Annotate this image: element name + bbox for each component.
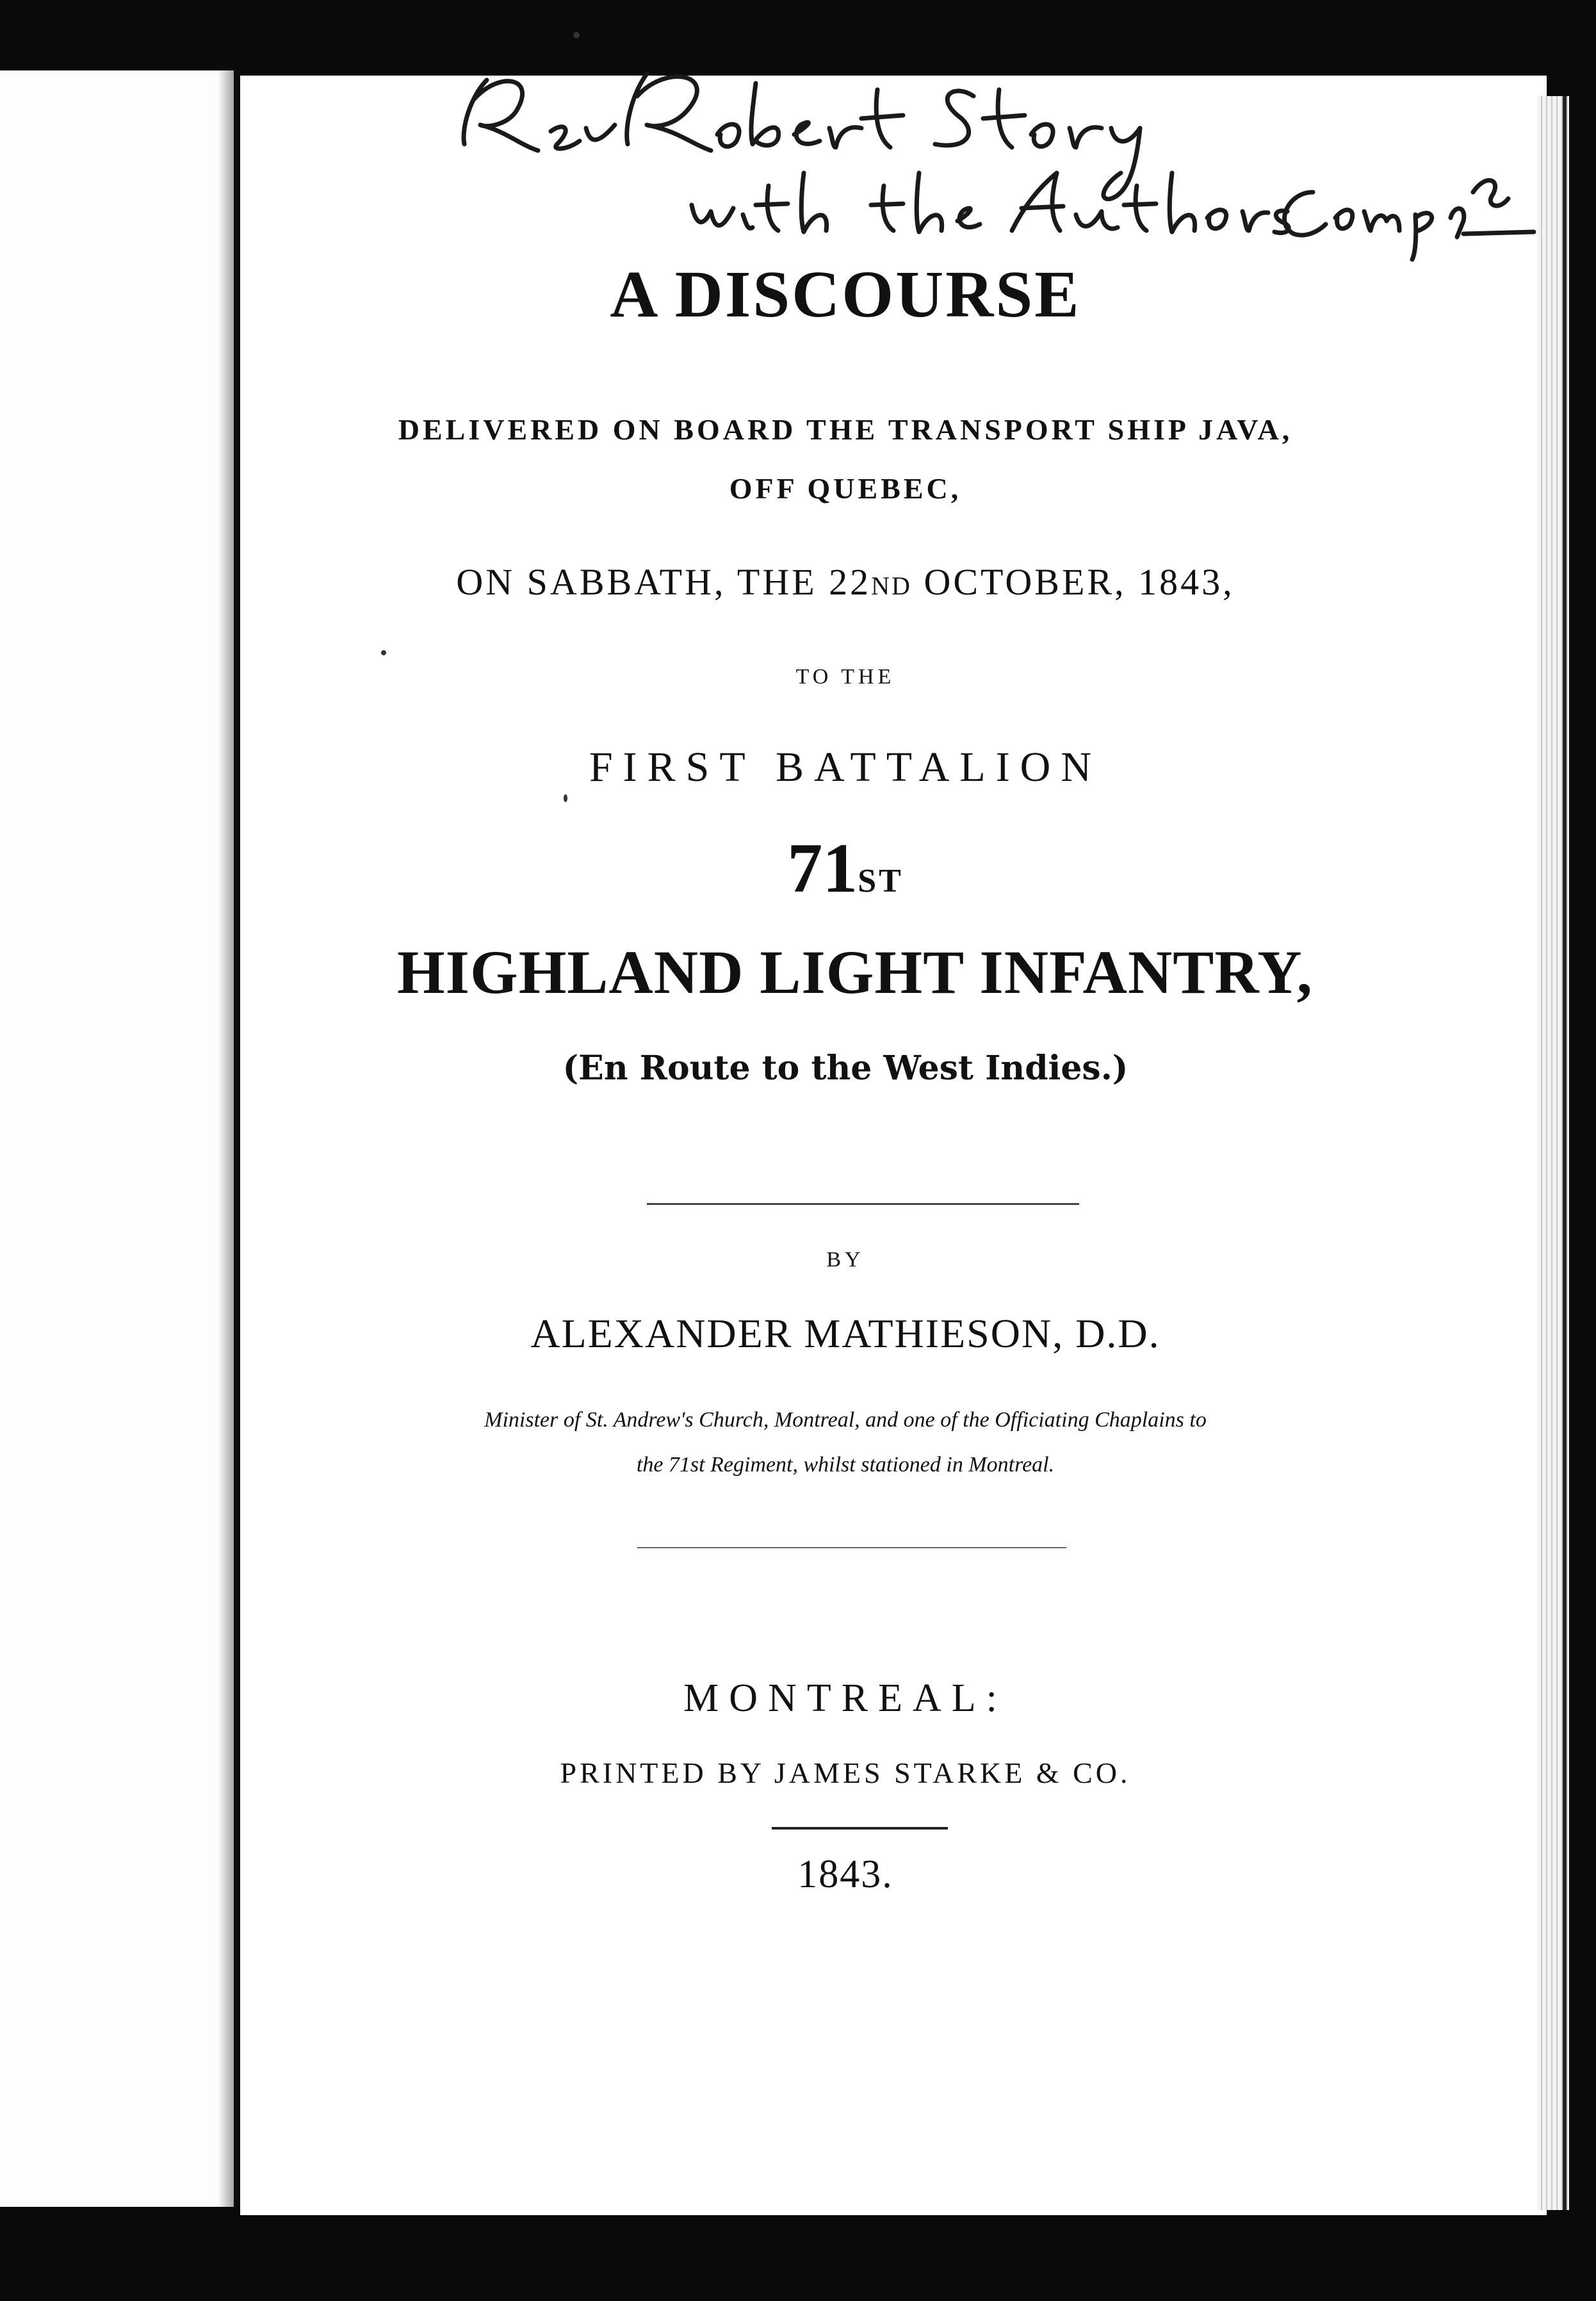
imprint-year: 1843. xyxy=(797,1853,893,1896)
page-stack-border xyxy=(1563,96,1567,2210)
by-line: BY xyxy=(826,1248,865,1272)
date-pre: ON SABBATH, THE 22 xyxy=(456,561,872,603)
battalion-line: FIRST BATTALION xyxy=(589,744,1102,790)
regiment-number-suffix: ST xyxy=(858,863,904,899)
divider-rule-1 xyxy=(647,1203,1079,1205)
divider-rule-3 xyxy=(772,1827,948,1830)
imprint-printer: PRINTED BY JAMES STARKE & CO. xyxy=(560,1756,1131,1789)
author-description-line-2: the 71st Regiment, whilst stationed in Montreal. xyxy=(636,1453,1055,1477)
to-the-line: TO THE xyxy=(795,665,895,689)
en-route-note: (En Route to the West Indies.) xyxy=(562,1049,1128,1088)
left-page-edge xyxy=(0,70,240,2207)
title-page xyxy=(240,76,1547,2215)
handwritten-inscription xyxy=(0,0,1596,282)
delivered-line-2: OFF QUEBEC, xyxy=(729,472,962,505)
imprint-place: MONTREAL: xyxy=(683,1676,1007,1720)
delivered-line-1: DELIVERED ON BOARD THE TRANSPORT SHIP JAVA, xyxy=(398,413,1293,446)
date-post: OCTOBER, 1843, xyxy=(911,561,1235,603)
regiment-number-line xyxy=(397,829,1294,907)
dust-speck xyxy=(564,794,567,802)
divider-rule-2 xyxy=(637,1547,1066,1548)
date-ordinal-suffix: ND xyxy=(871,571,912,600)
regiment-number: 71 xyxy=(787,829,858,907)
author-name: ALEXANDER MATHIESON, D.D. xyxy=(530,1311,1160,1356)
page-title: A DISCOURSE xyxy=(610,258,1081,331)
regiment-name: HIGHLAND LIGHT INFANTRY, xyxy=(397,938,1313,1006)
dust-speck xyxy=(381,650,386,655)
author-description-line-1: Minister of St. Andrew's Church, Montreal, and one of the Officiating Chaplains to xyxy=(484,1408,1207,1432)
gutter-shadow xyxy=(218,70,243,2207)
sabbath-date-line xyxy=(397,561,1294,603)
